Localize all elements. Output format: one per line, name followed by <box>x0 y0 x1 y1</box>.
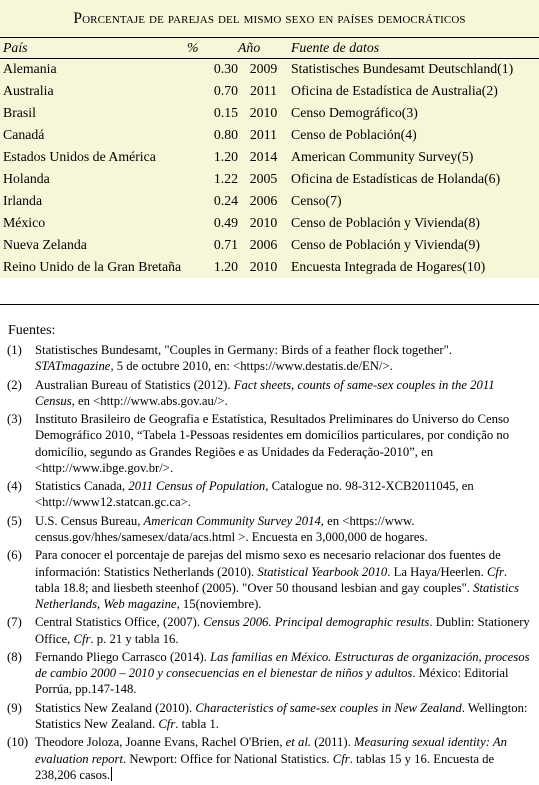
source-text: American Community Survey 2014 <box>143 513 321 528</box>
cell-year: 2009 <box>249 61 278 76</box>
table-row <box>0 212 539 234</box>
cell-percent: 0.71 <box>213 237 238 252</box>
source-number: (8) <box>7 649 22 664</box>
header-year: Año <box>238 40 261 55</box>
cell-percent: 0.70 <box>213 83 238 98</box>
source-text: STATmagazine <box>35 359 111 374</box>
source-item <box>0 614 539 646</box>
source-text: Para conocer el porcentaje de parejas del mismo sexo es necesario relacionar dos fuentes de información: Statistics Netherlands (2010). <box>35 548 501 579</box>
table-row <box>0 190 539 212</box>
header-source: Fuente de datos <box>291 40 380 55</box>
cell-country: Holanda <box>3 171 50 186</box>
cell-percent: 1.20 <box>213 149 238 164</box>
source-text: et al. <box>285 735 312 750</box>
table-row <box>0 80 539 102</box>
source-item <box>0 377 539 409</box>
cell-country: Australia <box>3 83 54 98</box>
source-text: (2011). <box>311 735 354 750</box>
source-text: Australian Bureau of Statistics (2012). <box>35 377 234 392</box>
table-row <box>0 256 539 278</box>
table-body <box>0 58 539 278</box>
source-number: (6) <box>7 548 22 563</box>
cell-year: 2006 <box>249 193 278 208</box>
table-row <box>0 146 539 168</box>
table-row <box>0 234 539 256</box>
table-row <box>0 58 539 80</box>
source-item <box>0 734 539 783</box>
source-number: (9) <box>7 700 22 715</box>
cell-country: Brasil <box>3 105 36 120</box>
sources-list <box>0 342 539 785</box>
source-text: , 15(noviembre). <box>176 596 262 611</box>
cell-source: Oficina de Estadística de Australia(2) <box>291 83 498 98</box>
source-item <box>0 513 539 545</box>
source-number: (1) <box>7 343 22 357</box>
source-text: Cfr <box>158 716 176 731</box>
cell-country: Estados Unidos de América <box>3 149 156 164</box>
cell-source: Censo de Población y Vivienda(9) <box>291 237 480 252</box>
source-text: . Wellington: Statistics New Zealand. <box>35 700 528 731</box>
source-text: , en <https://www. census.gov/hhes/samesex/data/acs.html >. Encuesta en 3,000,000 de hogares. <box>35 513 428 544</box>
source-number: (3) <box>7 412 22 427</box>
source-text: Fact sheets, counts of same-sex couples in the 2011 Census <box>35 377 495 408</box>
cell-source: Oficina de Estadísticas de Holanda(6) <box>291 171 501 186</box>
source-text: Central Statistics Office, (2007). <box>35 615 204 630</box>
cell-source: Encuesta Integrada de Hogares(10) <box>291 259 486 274</box>
header-percent: % <box>187 40 199 55</box>
source-text: Census 2006. Principal demographic results <box>203 615 430 630</box>
source-text: . México: Editorial Porrúa, pp.147-148. <box>35 666 509 697</box>
source-text: Statistisches Bundesamt, "Couples in Germany: Birds of a feather flock together". <box>35 343 452 357</box>
source-text: , en <http://www.abs.gov.au/>. <box>71 393 228 408</box>
cell-year: 2010 <box>249 105 278 120</box>
source-text: Theodore Joloza, Joanne Evans, Rachel O'Brien, <box>35 735 286 750</box>
cell-source: American Community Survey(5) <box>291 149 474 164</box>
cell-country: Nueva Zelanda <box>3 237 87 252</box>
source-text: , Catalogue no. 98-312-XCB2011045, en <http://www12.statcan.gc.ca>. <box>35 479 474 510</box>
sources-heading: Fuentes: <box>8 323 56 338</box>
table-title: Porcentaje de parejas del mismo sexo en países democráticos <box>73 9 466 27</box>
source-text: Cfr <box>332 751 350 766</box>
source-text: . tabla 1. <box>175 716 219 731</box>
source-item <box>0 411 539 476</box>
cell-source: Censo(7) <box>291 193 342 208</box>
cell-source: Censo Demográfico(3) <box>291 105 418 120</box>
cell-percent: 0.30 <box>213 61 238 76</box>
table-header-row <box>0 38 539 58</box>
cell-source: Censo de Población y Vivienda(8) <box>291 215 480 230</box>
source-item <box>0 342 539 374</box>
cell-year: 2010 <box>249 259 278 274</box>
cell-country: México <box>3 215 46 230</box>
cell-percent: 0.49 <box>213 215 238 230</box>
source-text: Cfr <box>73 631 91 646</box>
source-item <box>0 700 539 732</box>
sources-section <box>0 305 539 782</box>
header-country: País <box>3 40 28 55</box>
cell-percent: 0.15 <box>213 105 238 120</box>
cell-percent: 0.80 <box>213 127 238 142</box>
source-text: Statistics Netherlands, Web magazine <box>35 580 519 611</box>
data-table <box>0 38 539 278</box>
source-text: Statistics New Zealand (2010). <box>35 700 196 715</box>
cell-country: Irlanda <box>3 193 43 208</box>
cell-source: Statistisches Bundesamt Deutschland(1) <box>291 61 514 76</box>
cell-percent: 1.22 <box>213 171 238 186</box>
cell-year: 2014 <box>249 149 278 164</box>
source-text: . Newport: Office for National Statistics. <box>122 751 333 766</box>
table-header-rule <box>0 58 539 59</box>
cell-country: Reino Unido de la Gran Bretaña <box>3 259 182 274</box>
source-text: Characteristics of same-sex couples in New Zealand <box>195 700 462 715</box>
cell-country: Canadá <box>3 127 45 142</box>
source-item <box>0 547 539 612</box>
table-row <box>0 102 539 124</box>
source-text: Statistics Canada, <box>35 479 129 494</box>
source-text: 2011 Census of Population <box>128 479 266 494</box>
source-text: Cfr <box>486 564 504 579</box>
source-number: (7) <box>7 615 22 630</box>
cell-year: 2006 <box>249 237 278 252</box>
source-text: Las familias en México. Estructuras de organización, procesos de cambio 2000 – 2010 y consecuencias en el bienestar de niños y adultos <box>35 649 530 681</box>
cell-country: Alemania <box>3 61 57 76</box>
cell-year: 2005 <box>249 171 278 186</box>
text-cursor <box>111 767 112 781</box>
source-text: . Dublin: Stationery Office, <box>35 615 530 646</box>
cell-percent: 1.20 <box>213 259 238 274</box>
source-item <box>0 478 539 510</box>
source-text: U.S. Census Bureau, <box>35 513 144 528</box>
source-number: (5) <box>7 513 22 528</box>
cell-source: Censo de Población(4) <box>291 127 417 142</box>
cell-year: 2011 <box>249 83 278 98</box>
table-title-band <box>0 0 539 37</box>
source-text: . tabla 18.8; and liesbeth steenhof (2005). "Over 50 thousand lesbian and gay couples". <box>35 564 508 595</box>
source-text: . tablas 15 y 16. Encuesta de 238,206 casos. <box>35 751 495 782</box>
source-text: Statistical Yearbook 2010 <box>257 564 388 579</box>
source-item <box>0 649 539 698</box>
table-row <box>0 168 539 190</box>
source-number: (2) <box>7 377 22 392</box>
cell-year: 2011 <box>249 127 278 142</box>
cell-percent: 0.24 <box>213 193 238 208</box>
cell-year: 2010 <box>249 215 278 230</box>
source-text: . p. 21 y tabla 16. <box>90 631 179 646</box>
source-text: , 5 de octubre 2010, en: <https://www.destatis.de/EN/>. <box>110 359 393 374</box>
source-number: (10) <box>7 735 29 750</box>
table-row <box>0 124 539 146</box>
source-text: Instituto Brasileiro de Geografia e Estatística, Resultados Preliminares do Universo do Censo Demográfico 2010, “Tabela 1-Pessoas residentes em domicílios particulares, por condição no domicílio, segundo as Grandes Regiões e as Unidades da Federação-2010”, en <http://www.ibge.gov.br/>. <box>35 412 510 475</box>
table-top-rule <box>0 37 539 38</box>
source-text: Fernando Pliego Carrasco (2014). <box>35 649 211 664</box>
source-text: Measuring sexual identity: An evaluation report <box>35 735 507 766</box>
source-text: . La Haya/Heerlen. <box>387 564 487 579</box>
source-number: (4) <box>7 479 22 494</box>
